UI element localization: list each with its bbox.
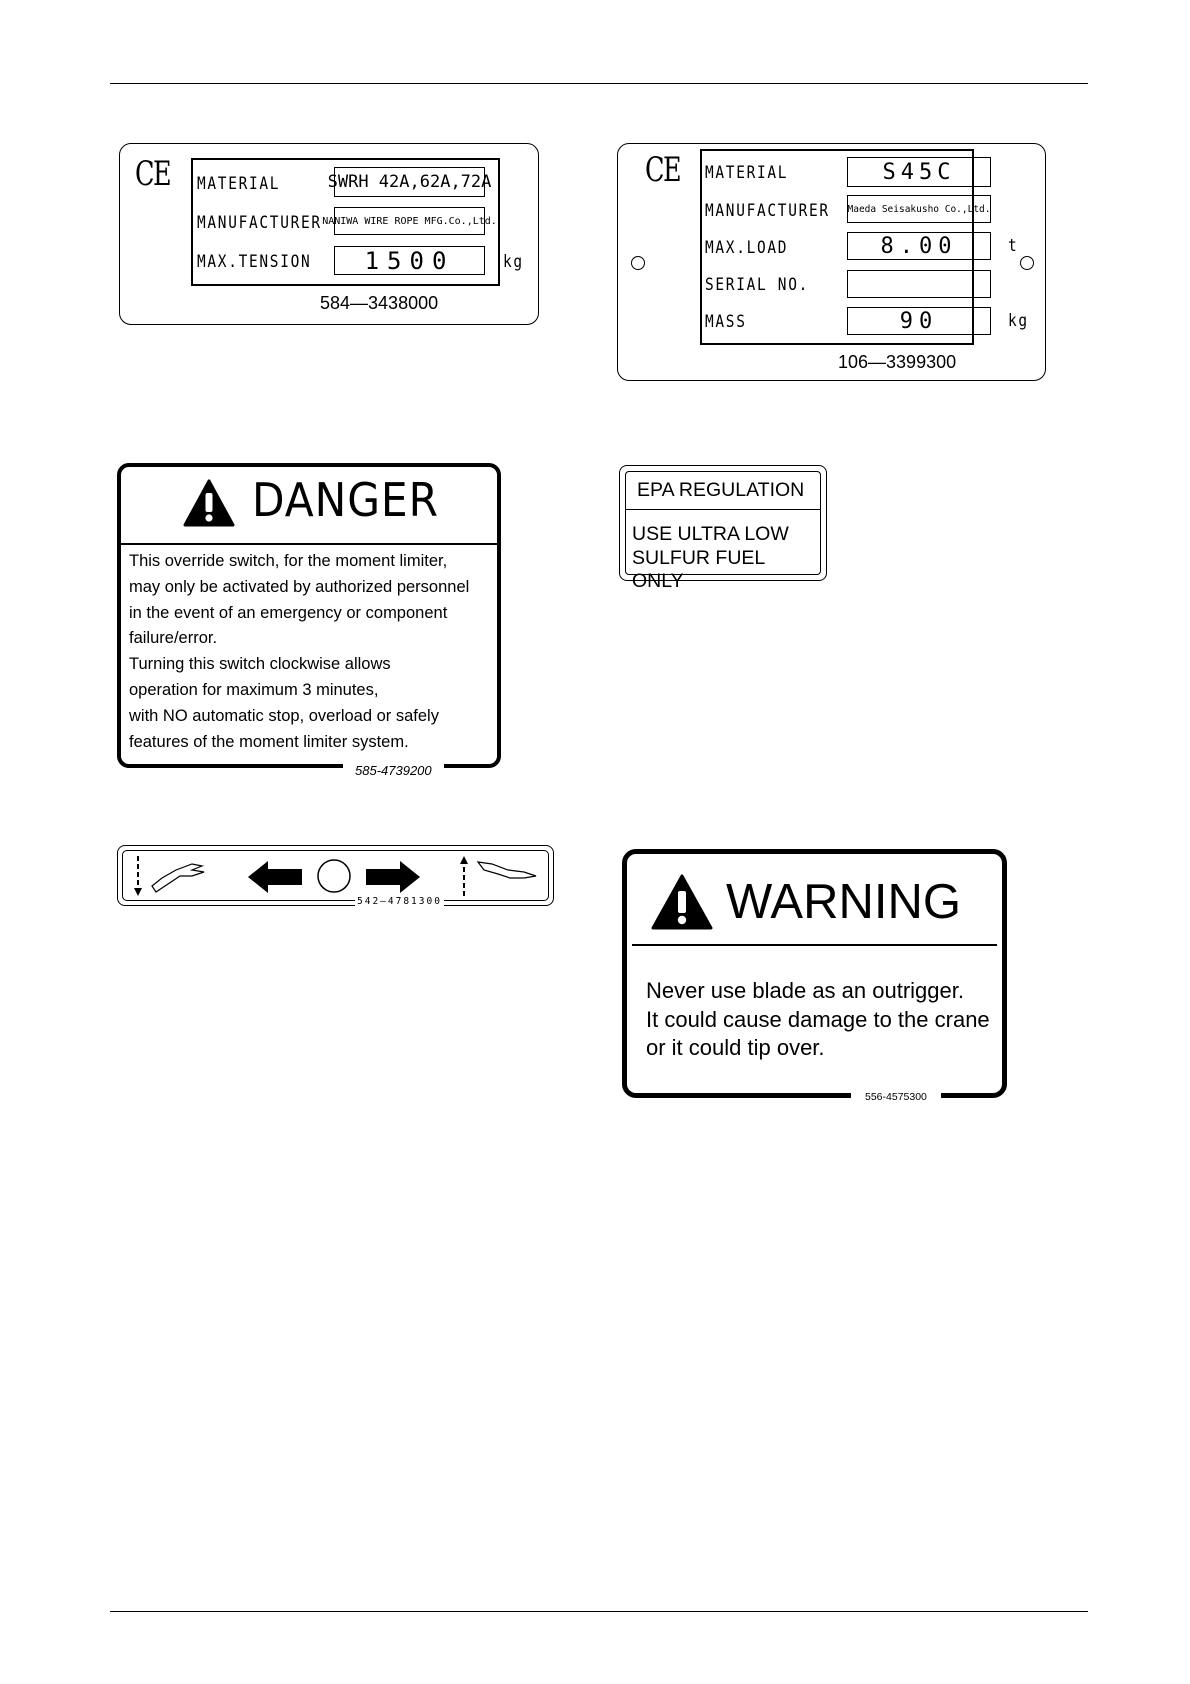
danger-label bbox=[117, 463, 501, 778]
wire-rope-plate bbox=[119, 143, 539, 325]
epa-label bbox=[619, 465, 827, 592]
mass-label: MASS bbox=[705, 312, 747, 332]
manufacturer-label: MANUFACTURER bbox=[197, 213, 322, 233]
mass-unit: kg bbox=[1008, 311, 1029, 331]
danger-line: This override switch, for the moment limiter, bbox=[129, 552, 448, 570]
tension-label: MAX.TENSION bbox=[197, 252, 312, 272]
footer-rule bbox=[110, 1611, 1088, 1612]
lever-direction-strip bbox=[117, 845, 554, 906]
warning-line: It could cause damage to the crane bbox=[646, 1006, 990, 1032]
warning-title: WARNING bbox=[726, 875, 961, 929]
warning-part-number: 556-4575300 bbox=[851, 1091, 941, 1103]
load-value: 8.00 bbox=[847, 232, 991, 260]
ce-mark: CE bbox=[645, 150, 681, 190]
serial-label: SERIAL NO. bbox=[705, 275, 810, 295]
epa-header: EPA REGULATION bbox=[626, 472, 820, 510]
load-unit: t bbox=[1008, 236, 1019, 256]
mass-value: 90 bbox=[847, 307, 991, 335]
danger-line: failure/error. bbox=[129, 629, 218, 648]
danger-title: DANGER bbox=[252, 473, 439, 527]
warning-label bbox=[622, 849, 1007, 1103]
material-label: MATERIAL bbox=[705, 163, 789, 183]
serial-value bbox=[847, 270, 991, 298]
switch-circle-icon bbox=[316, 858, 352, 894]
warning-triangle-icon bbox=[183, 479, 235, 527]
danger-line: in the event of an emergency or component bbox=[129, 603, 448, 622]
danger-line: with NO automatic stop, overload or safely bbox=[129, 706, 439, 725]
lever-part-number: 542—4781300 bbox=[357, 896, 442, 907]
epa-inner-frame bbox=[625, 471, 821, 592]
danger-line: may only be activated by authorized personnel bbox=[129, 577, 470, 596]
arrow-right-icon bbox=[364, 859, 422, 895]
hand-lever-left-icon bbox=[132, 852, 212, 900]
manufacturer-value: Maeda Seisakusho Co.,Ltd. bbox=[847, 195, 991, 223]
danger-line: Turning this switch clockwise allows bbox=[129, 655, 391, 674]
warning-line: Never use blade as an outrigger. bbox=[646, 978, 964, 1003]
header-rule bbox=[110, 83, 1088, 84]
tension-value: 1500 bbox=[334, 246, 485, 275]
material-value: S45C bbox=[847, 157, 991, 187]
epa-line-1: USE ULTRA LOW bbox=[632, 523, 789, 545]
hook-plate bbox=[617, 143, 1046, 381]
warning-line: or it could tip over. bbox=[646, 1035, 825, 1060]
manufacturer-value: NANIWA WIRE ROPE MFG.Co.,Ltd. bbox=[334, 207, 485, 235]
danger-header bbox=[121, 467, 497, 545]
manufacturer-label: MANUFACTURER bbox=[705, 201, 830, 221]
part-number: 584—3438000 bbox=[320, 293, 439, 313]
danger-body bbox=[129, 549, 493, 755]
load-label: MAX.LOAD bbox=[705, 238, 789, 258]
mounting-hole-left bbox=[631, 256, 645, 270]
danger-line: operation for maximum 3 minutes, bbox=[129, 680, 379, 699]
hand-lever-right-icon bbox=[458, 852, 544, 900]
part-number: 106—3399300 bbox=[838, 352, 957, 372]
mounting-hole-right bbox=[1020, 256, 1034, 270]
danger-part-number: 585-4739200 bbox=[343, 763, 444, 778]
warning-divider bbox=[632, 944, 997, 946]
ce-mark: CE bbox=[135, 154, 171, 194]
warning-triangle-icon bbox=[651, 874, 713, 930]
arrow-left-icon bbox=[246, 859, 304, 895]
material-label: MATERIAL bbox=[197, 174, 281, 194]
material-value: SWRH 42A,62A,72A bbox=[334, 167, 485, 197]
danger-line: features of the moment limiter system. bbox=[129, 732, 409, 751]
epa-line-2: SULFUR FUEL ONLY bbox=[632, 547, 765, 592]
tension-unit: kg bbox=[503, 252, 524, 272]
warning-body bbox=[646, 977, 990, 1063]
